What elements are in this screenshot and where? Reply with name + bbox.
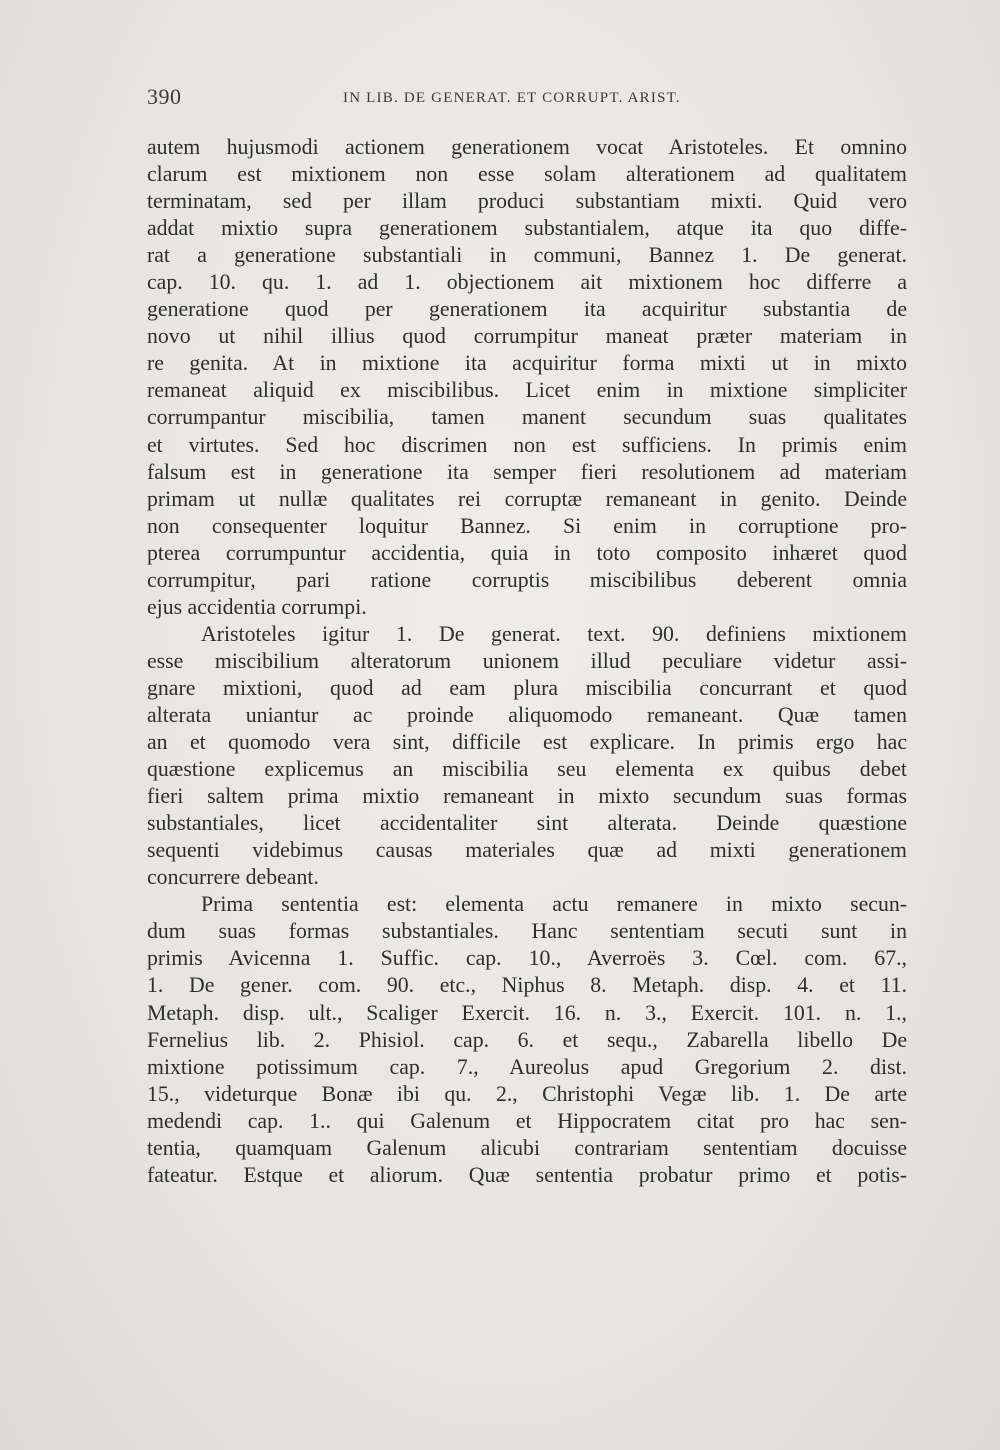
text-line: 15., videturque Bonæ ibi qu. 2., Christophi Vegæ lib. 1. De arte [147, 1081, 907, 1106]
page-number: 390 [147, 84, 182, 109]
text-line: Aristoteles igitur 1. De generat. text. 90. definiens mixtionem [201, 621, 907, 646]
text-line: et virtutes. Sed hoc discrimen non est sufficiens. In primis enim [147, 432, 907, 457]
text-line: fieri saltem prima mixtio remaneant in mixto secundum suas formas [147, 784, 907, 809]
text-line: 1. De gener. com. 90. etc., Niphus 8. Metaph. disp. 4. et 11. [147, 973, 907, 998]
text-line: an et quomodo vera sint, difficile est explicare. In primis ergo hac [147, 730, 907, 755]
text-line: clarum est mixtionem non esse solam alterationem ad qualitatem [147, 162, 907, 187]
text-line: rat a generatione substantiali in communi, Bannez 1. De generat. [147, 243, 907, 268]
text-line: quæstione explicemus an miscibilia seu elementa ex quibus debet [147, 757, 907, 782]
text-line: novo ut nihil illius quod corrumpitur maneat præter materiam in [147, 324, 907, 349]
paragraph [147, 134, 907, 621]
text-line: generatione quod per generationem ita acquiritur substantia de [147, 297, 907, 322]
text-line: Fernelius lib. 2. Phisiol. cap. 6. et sequ., Zabarella libello De [147, 1027, 907, 1052]
paragraph [147, 621, 907, 891]
text-line: fateatur. Estque et aliorum. Quæ sententia probatur primo et potis- [147, 1162, 907, 1187]
text-line: primam ut nullæ qualitates rei corruptæ remaneant in genito. Deinde [147, 486, 907, 511]
text-line: corrumpitur, pari ratione corruptis miscibilibus deberent omnia [147, 567, 907, 592]
text-line: tentia, quamquam Galenum alicubi contrariam sententiam docuisse [147, 1135, 907, 1160]
text-line: corrumpantur miscibilia, tamen manent secundum suas qualitates [147, 405, 907, 430]
text-line: concurrere debeant. [147, 865, 319, 890]
text-line: Metaph. disp. ult., Scaliger Exercit. 16. n. 3., Exercit. 101. n. 1., [147, 1000, 907, 1025]
text-line: dum suas formas substantiales. Hanc sententiam secuti sunt in [147, 919, 907, 944]
running-head: IN LIB. DE GENERAT. ET CORRUPT. ARIST. [343, 90, 681, 106]
text-line: substantiales, licet accidentaliter sint alterata. Deinde quæstione [147, 811, 907, 836]
text-line: autem hujusmodi actionem generationem vocat Aristoteles. Et omnino [147, 135, 907, 159]
text-line: non consequenter loquitur Bannez. Si enim in corruptione pro- [147, 513, 907, 538]
body-text [147, 134, 907, 1189]
text-line: pterea corrumpuntur accidentia, quia in toto composito inhæret quod [147, 540, 907, 565]
text-line: gnare mixtioni, quod ad eam plura miscibilia concurrant et quod [147, 675, 907, 700]
text-line: primis Avicenna 1. Suffic. cap. 10., Averroës 3. Cœl. com. 67., [147, 946, 907, 971]
text-line: cap. 10. qu. 1. ad 1. objectionem ait mixtionem hoc differre a [147, 270, 907, 295]
text-line: terminatam, sed per illam produci substantiam mixti. Quid vero [147, 189, 907, 214]
paragraph [147, 891, 907, 1189]
text-line: alterata uniantur ac proinde aliquomodo remaneant. Quæ tamen [147, 702, 907, 727]
text-line: sequenti videbimus causas materiales quæ ad mixti generationem [147, 838, 907, 863]
text-line: falsum est in generatione ita semper fieri resolutionem ad materiam [147, 459, 907, 484]
text-line: mixtione potissimum cap. 7., Aureolus apud Gregorium 2. dist. [147, 1054, 907, 1079]
page-header [147, 84, 907, 114]
text-line: re genita. At in mixtione ita acquiritur forma mixti ut in mixto [147, 351, 907, 376]
text-line: addat mixtio supra generationem substantialem, atque ita quo diffe- [147, 216, 907, 241]
text-line: esse miscibilium alteratorum unionem illud peculiare videtur assi- [147, 648, 907, 673]
text-line: medendi cap. 1.. qui Galenum et Hippocratem citat pro hac sen- [147, 1108, 907, 1133]
text-line: Prima sententia est: elementa actu remanere in mixto secun- [201, 892, 907, 917]
text-line: remaneat aliquid ex miscibilibus. Licet enim in mixtione simpliciter [147, 378, 907, 403]
text-line: ejus accidentia corrumpi. [147, 594, 367, 619]
